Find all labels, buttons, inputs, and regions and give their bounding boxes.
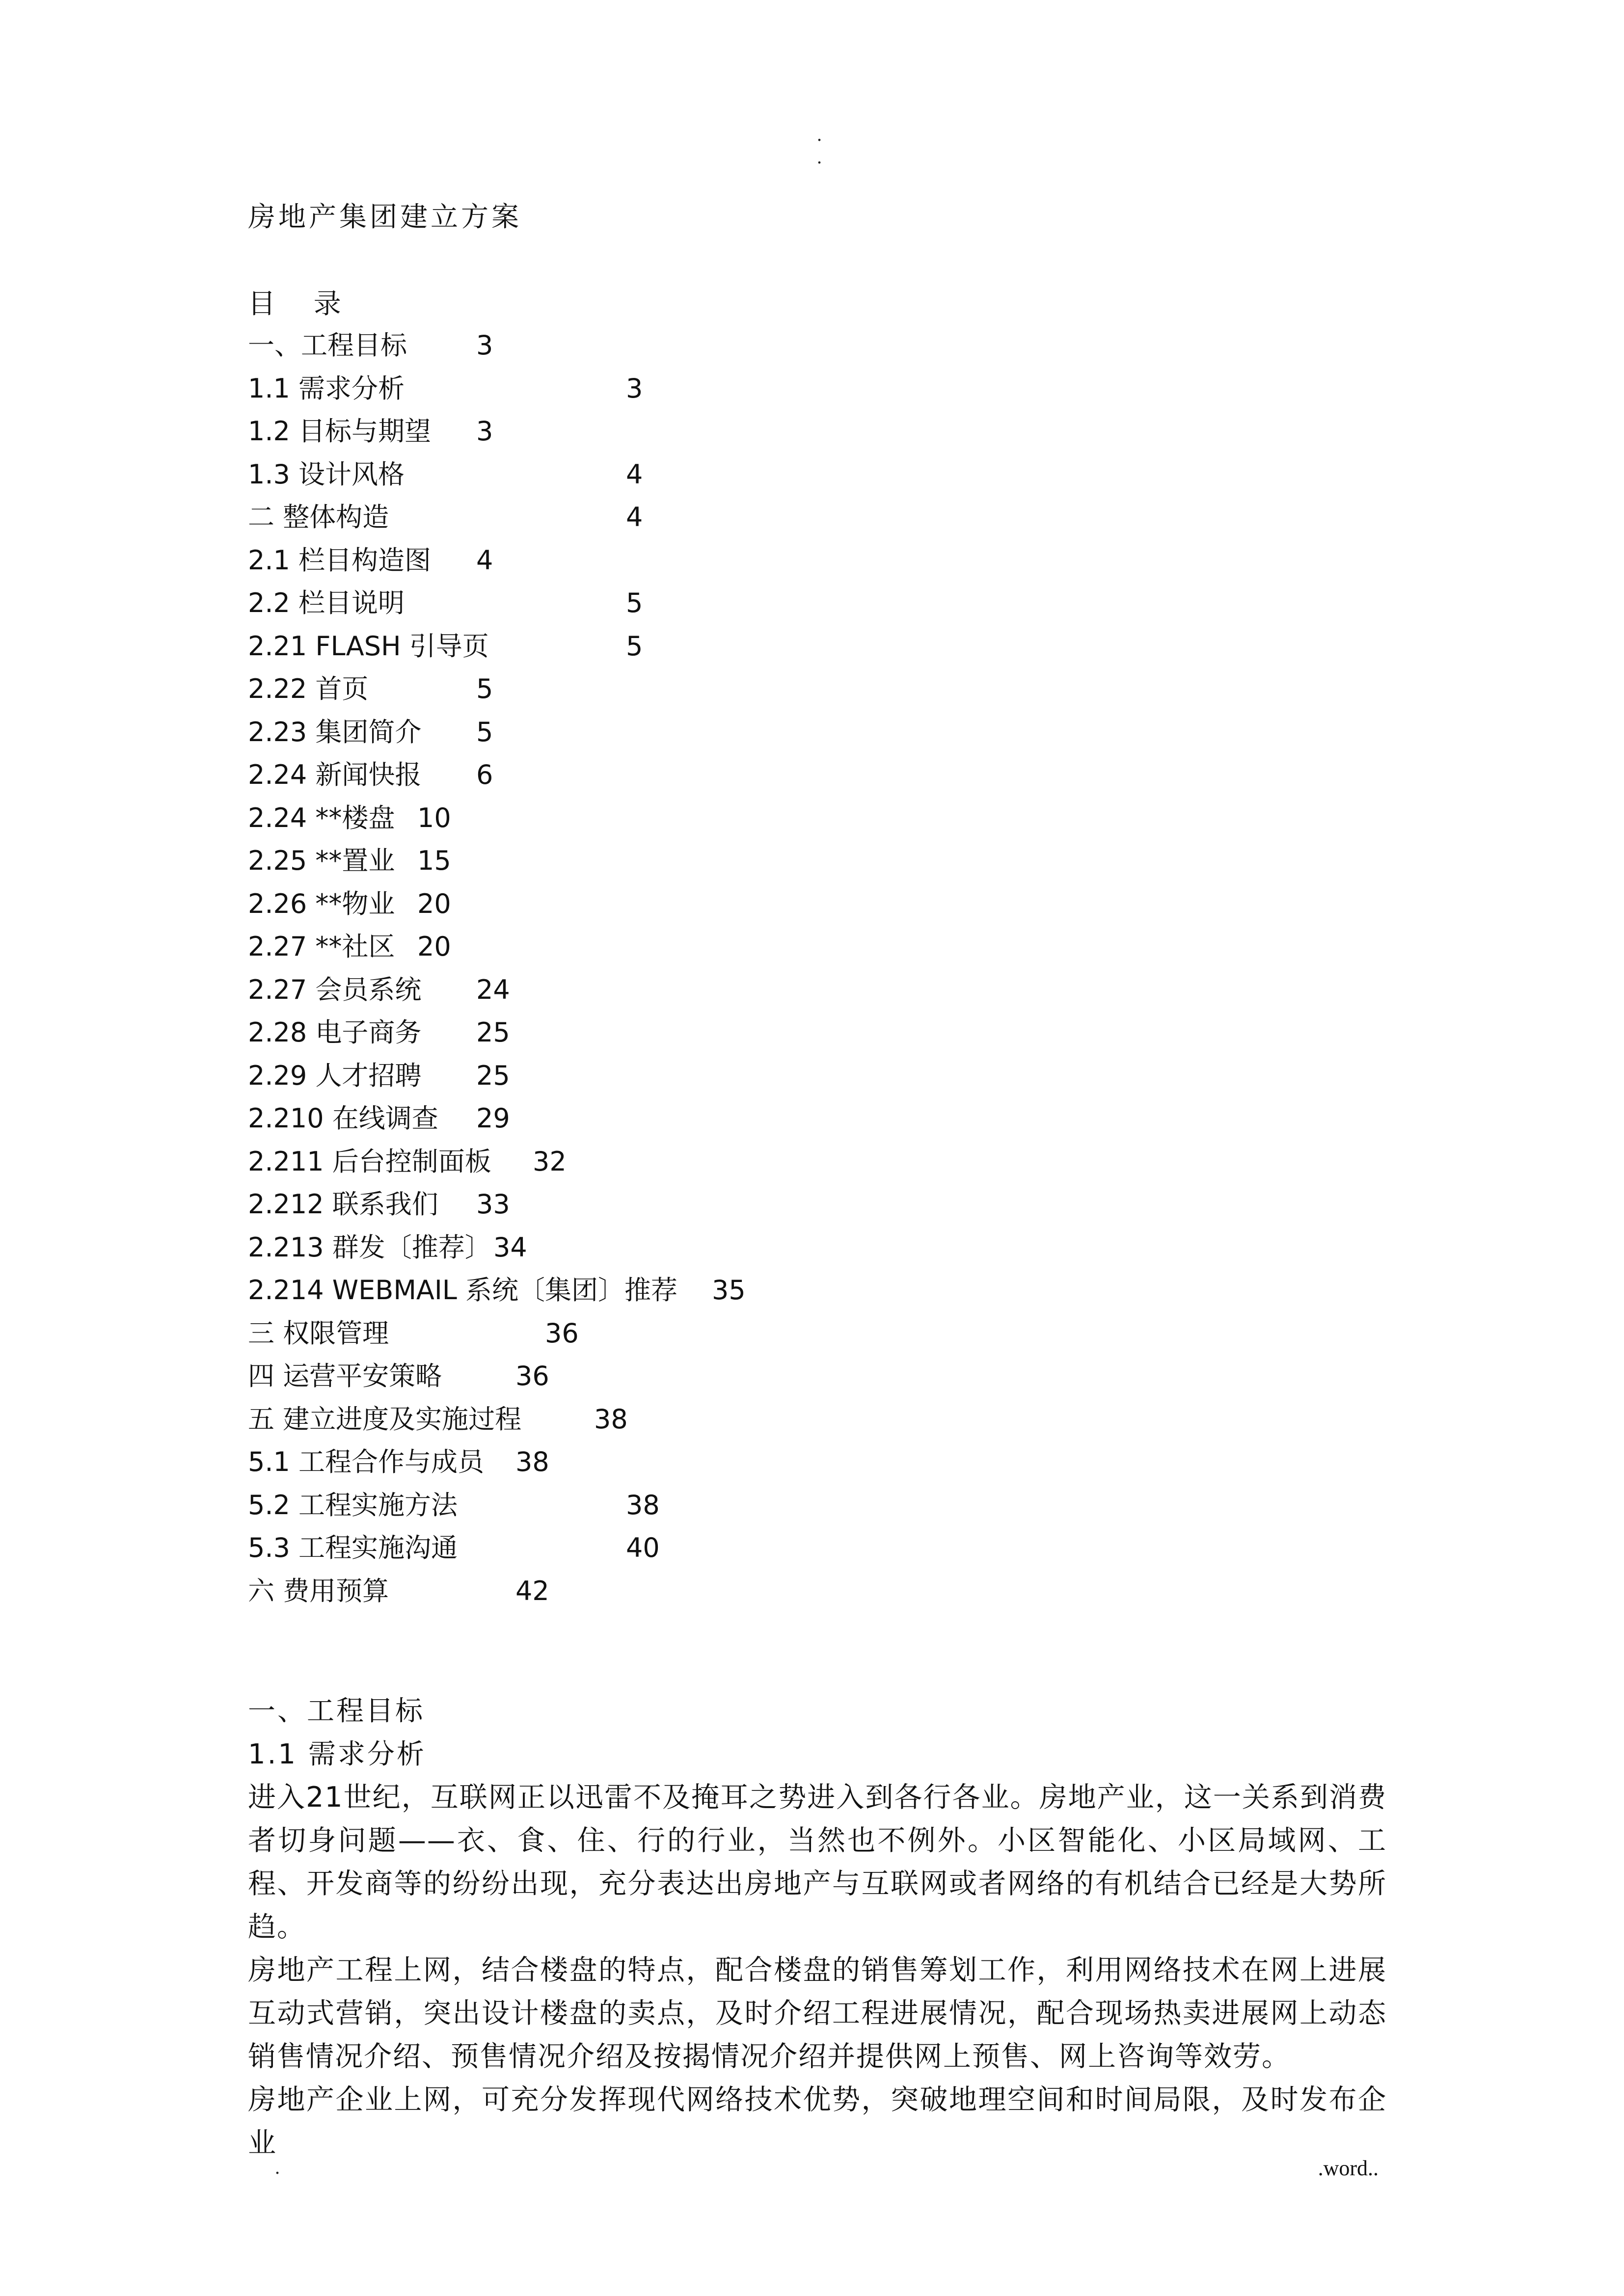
toc-entry-page: 20 <box>417 888 451 919</box>
toc-entry <box>248 1183 677 1226</box>
toc-entry-title: 2.26 **物业 <box>248 888 395 919</box>
toc-entry-title: 六 费用预算 <box>248 1575 389 1606</box>
toc-entry-title: 2.212 联系我们 <box>248 1189 438 1220</box>
toc-entry <box>248 539 677 582</box>
toc-entry-title: 1.2 目标与期望 <box>248 416 432 447</box>
toc-entry-page: 20 <box>417 931 451 962</box>
toc-entry <box>248 797 677 840</box>
toc-entry-title: 2.27 会员系统 <box>248 974 422 1005</box>
toc-entry-page: 15 <box>417 845 451 876</box>
document-title: 房地产集团建立方案 <box>248 201 522 233</box>
toc-entry-page: 6 <box>476 759 493 790</box>
toc-entry-title: 三 权限管理 <box>248 1317 389 1349</box>
toc-entry-page: 29 <box>476 1103 510 1134</box>
toc-entry-page: 5 <box>626 630 643 662</box>
toc-entry <box>248 453 677 496</box>
toc-entry <box>248 1097 677 1140</box>
toc-entry <box>248 882 677 926</box>
toc-entry-page: 42 <box>515 1575 549 1606</box>
toc-entry <box>248 839 677 882</box>
toc-entry-page: 5 <box>476 716 493 748</box>
toc-entry <box>248 711 677 754</box>
body-paragraph: 房地产企业上网，可充分发挥现代网络技术优势，突破地理空间和时间局限，及时发布企业 <box>248 2083 1387 2159</box>
toc-entry <box>248 410 677 453</box>
toc-entry <box>248 1398 677 1441</box>
toc-entry-title: 2.27 **社区 <box>248 931 395 962</box>
toc-entry-page: 25 <box>476 1017 510 1048</box>
table-of-contents <box>248 324 746 1612</box>
toc-entry <box>248 1226 677 1269</box>
section-heading: 一、工程目标 <box>248 1695 425 1727</box>
toc-entry <box>248 1441 677 1484</box>
toc-entry-title: 2.22 首页 <box>248 673 369 704</box>
toc-entry <box>248 1355 677 1398</box>
toc-entry <box>248 1269 746 1312</box>
header-dot-bottom: . <box>817 146 822 168</box>
toc-entry-title: 2.29 人才招聘 <box>248 1060 422 1091</box>
toc-entry-page: 36 <box>545 1317 579 1349</box>
toc-entry <box>248 753 677 797</box>
toc-entry-page: 36 <box>515 1361 549 1391</box>
toc-entry-title: 2.23 集团简介 <box>248 716 422 748</box>
toc-entry-page: 3 <box>476 416 493 447</box>
toc-heading: 目 录 <box>248 288 356 320</box>
footer-right-text: .word.. <box>1318 2156 1379 2180</box>
toc-entry-page: 33 <box>476 1189 510 1220</box>
toc-entry <box>248 1312 677 1355</box>
toc-entry <box>248 1570 677 1613</box>
toc-entry-title: 2.25 **置业 <box>248 845 395 876</box>
toc-entry <box>248 1526 677 1570</box>
header-dot-top: . <box>817 123 822 145</box>
toc-entry-title: 一、工程目标 <box>248 330 407 361</box>
toc-entry <box>248 968 677 1012</box>
toc-entry <box>248 367 677 410</box>
toc-entry <box>248 625 677 668</box>
toc-entry <box>248 582 677 625</box>
section-subheading: 1.1 需求分析 <box>248 1738 426 1770</box>
toc-entry <box>248 324 677 367</box>
toc-entry-title: 四 运营平安策略 <box>248 1361 442 1391</box>
toc-entry-page: 4 <box>626 458 643 490</box>
toc-entry-title: 2.28 电子商务 <box>248 1017 422 1048</box>
toc-entry <box>248 496 677 539</box>
toc-entry-title: 五 建立进度及实施过程 <box>248 1403 522 1435</box>
toc-entry-title: 2.214 WEBMAIL 系统〔集团〕推荐 <box>248 1275 678 1306</box>
footer-left-dot: . <box>275 2156 280 2178</box>
section-body <box>248 1776 1387 2164</box>
toc-entry-title: 5.2 工程实施方法 <box>248 1489 458 1521</box>
toc-entry <box>248 667 677 711</box>
toc-entry-title: 5.1 工程合作与成员 <box>248 1446 485 1477</box>
toc-entry-title: 2.2 栏目说明 <box>248 587 405 618</box>
toc-entry-title: 2.210 在线调查 <box>248 1103 438 1134</box>
toc-entry-title: 5.3 工程实施沟通 <box>248 1532 458 1563</box>
toc-entry-page: 34 <box>493 1231 527 1263</box>
toc-entry-title: 2.21 FLASH 引导页 <box>248 630 489 662</box>
toc-entry-page: 25 <box>476 1060 510 1091</box>
toc-entry-title: 2.24 新闻快报 <box>248 759 422 790</box>
toc-entry-page: 38 <box>515 1446 549 1477</box>
toc-entry-page: 35 <box>712 1275 746 1306</box>
toc-entry-page: 10 <box>417 802 451 833</box>
toc-entry-page: 4 <box>626 502 643 533</box>
toc-entry-page: 4 <box>476 544 493 576</box>
toc-entry-page: 32 <box>533 1146 567 1177</box>
toc-entry-page: 24 <box>476 974 510 1005</box>
toc-entry-page: 38 <box>626 1489 660 1521</box>
toc-entry-title: 1.1 需求分析 <box>248 373 405 404</box>
toc-entry <box>248 1011 677 1054</box>
toc-entry-title: 2.211 后台控制面板 <box>248 1146 491 1177</box>
toc-entry-title: 2.1 栏目构造图 <box>248 544 432 576</box>
toc-entry-title: 2.213 群发〔推荐〕 <box>248 1231 491 1263</box>
toc-entry-page: 3 <box>626 373 643 404</box>
toc-entry-page: 40 <box>626 1532 660 1563</box>
body-paragraph: 房地产工程上网，结合楼盘的特点，配合楼盘的销售筹划工作，利用网络技术在网上进展互动式营销，突出设计楼盘的卖点，及时介绍工程进展情况，配合现场热卖进展网上动态销售情况介绍、预售情况介绍及按揭情况介绍并提供网上预售、网上咨询等效劳。 <box>248 1954 1387 2073</box>
toc-entry-title: 2.24 **楼盘 <box>248 802 395 833</box>
toc-entry-page: 5 <box>626 587 643 618</box>
toc-entry <box>248 1140 677 1183</box>
toc-entry-page: 38 <box>594 1403 628 1435</box>
toc-entry-page: 3 <box>476 330 493 361</box>
toc-entry <box>248 925 677 968</box>
toc-entry <box>248 1484 677 1527</box>
toc-entry-title: 二 整体构造 <box>248 502 389 533</box>
toc-entry <box>248 1054 677 1097</box>
body-paragraph: 进入21世纪，互联网正以迅雷不及掩耳之势进入到各行各业。房地产业，这一关系到消费者切身问题——衣、食、住、行的行业，当然也不例外。小区智能化、小区局域网、工程、开发商等的纷纷出现，充分表达出房地产与互联网或者网络的有机结合已经是大势所趋。 <box>248 1781 1387 1943</box>
toc-entry-title: 1.3 设计风格 <box>248 458 405 490</box>
toc-entry-page: 5 <box>476 673 493 704</box>
